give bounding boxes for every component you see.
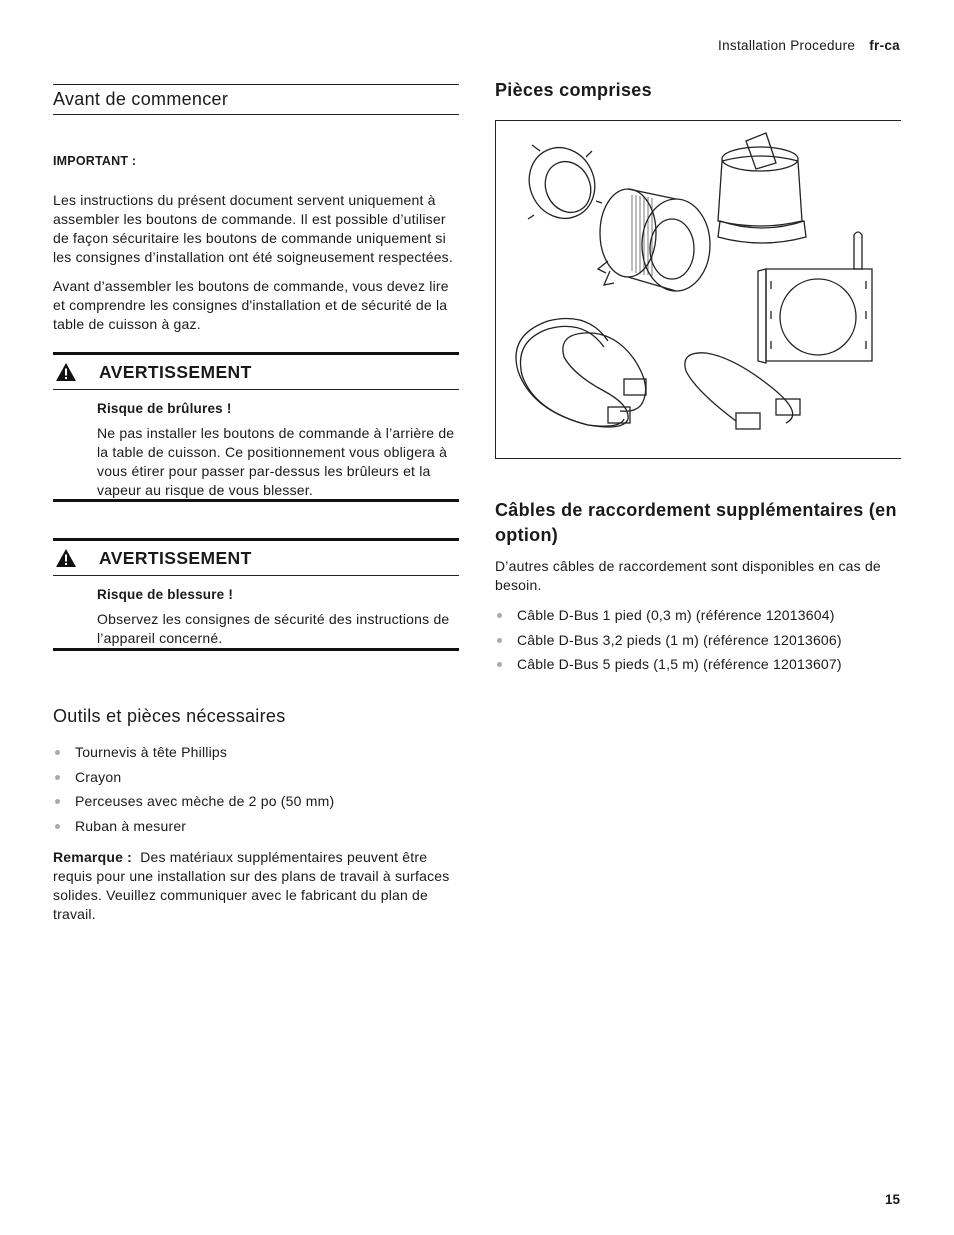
avant-paragraph-2: Avant d’assembler les boutons de commande, vous devez lire et comprendre les consignes d'installation et de sécurité de la table de cuisson à gaz. [53, 278, 449, 332]
knob-body-drawing [598, 189, 710, 291]
header-lang: fr-ca [869, 38, 900, 53]
warning-triangle-icon [53, 362, 99, 382]
bullet-dot-icon [55, 775, 60, 780]
list-item [495, 631, 901, 656]
bullet-dot-icon [497, 613, 502, 618]
mounting-bracket-drawing [758, 232, 872, 363]
warning-header [53, 355, 459, 390]
section-title-pieces: Pièces comprises [495, 80, 652, 100]
list-item [53, 768, 459, 793]
list-item-text: Crayon [75, 768, 122, 785]
bullet-dot-icon [55, 750, 60, 755]
warning-box-injury [53, 538, 459, 651]
long-cable-drawing [516, 319, 646, 428]
list-item-text: Perceuses avec mèche de 2 po (50 mm) [75, 793, 335, 809]
ring-nut-drawing [518, 137, 606, 229]
section-title-cables: Câbles de raccordement supplémentaires (en option) [495, 500, 897, 545]
tools-list [53, 743, 459, 841]
left-column [53, 84, 459, 924]
list-item-text: Câble D-Bus 1 pied (0,3 m) (référence 12013604) [517, 607, 835, 623]
warning-header [53, 541, 459, 576]
bullet-dot-icon [55, 799, 60, 804]
important-label: IMPORTANT : [53, 154, 137, 168]
warning-body [53, 399, 459, 500]
list-item-text: Ruban à mesurer [75, 817, 187, 834]
page-header [718, 38, 900, 53]
section-title-outils: Outils et pièces nécessaires [53, 706, 286, 726]
parts-drawing [496, 121, 901, 458]
note-text: Des matériaux supplémentaires peuvent être requis pour une installation sur des plans de travail à surfaces solides. Veuillez communiquer avec le fabricant du plan de travail. [53, 849, 450, 922]
short-cable-drawing [685, 353, 800, 429]
warning-title: AVERTISSEMENT [99, 547, 252, 568]
warning-text: Observez les consignes de sécurité des instructions de l’appareil concerné. [97, 611, 450, 646]
note-label: Remarque : [53, 849, 133, 865]
list-item [53, 817, 459, 842]
list-item-text: Câble D-Bus 5 pieds (1,5 m) (référence 12013607) [517, 656, 842, 672]
bullet-dot-icon [497, 662, 502, 667]
page-number: 15 [884, 1192, 900, 1207]
right-column [495, 78, 901, 680]
warning-triangle-icon [53, 548, 99, 568]
warning-box-burns [53, 352, 459, 502]
header-section: Installation Procedure [718, 38, 856, 53]
section-title-avant: Avant de commencer [53, 84, 459, 115]
list-item [495, 606, 901, 631]
list-item [495, 655, 901, 680]
parts-illustration [495, 120, 901, 459]
bullet-dot-icon [55, 824, 60, 829]
note-paragraph [53, 848, 459, 924]
avant-paragraph-1: Les instructions du présent document servent uniquement à assembler les boutons de commande. Il est possible d’utiliser de façon sécuritaire les boutons de commande uniquement si les consignes d’installation ont été soigneusement respectées. [53, 192, 453, 265]
list-item [53, 743, 459, 768]
warning-body [53, 585, 459, 648]
warning-subtitle: Risque de brûlures ! [97, 401, 232, 416]
warning-title: AVERTISSEMENT [99, 361, 252, 382]
cables-intro: D’autres câbles de raccordement sont disponibles en cas de besoin. [495, 558, 881, 593]
list-item-text: Tournevis à tête Phillips [75, 744, 228, 760]
cables-list [495, 606, 901, 680]
list-item [53, 792, 459, 817]
warning-subtitle: Risque de blessure ! [97, 587, 234, 602]
warning-text: Ne pas installer les boutons de commande à l’arrière de la table de cuisson. Ce positionnement vous obligera à vous étirer pour passer par-dessus les brûleurs et la vapeur au risque de vous blesser. [97, 425, 455, 498]
bullet-dot-icon [497, 638, 502, 643]
list-item-text: Câble D-Bus 3,2 pieds (1 m) (référence 12013606) [517, 631, 842, 648]
knob-cap-drawing [718, 133, 806, 243]
